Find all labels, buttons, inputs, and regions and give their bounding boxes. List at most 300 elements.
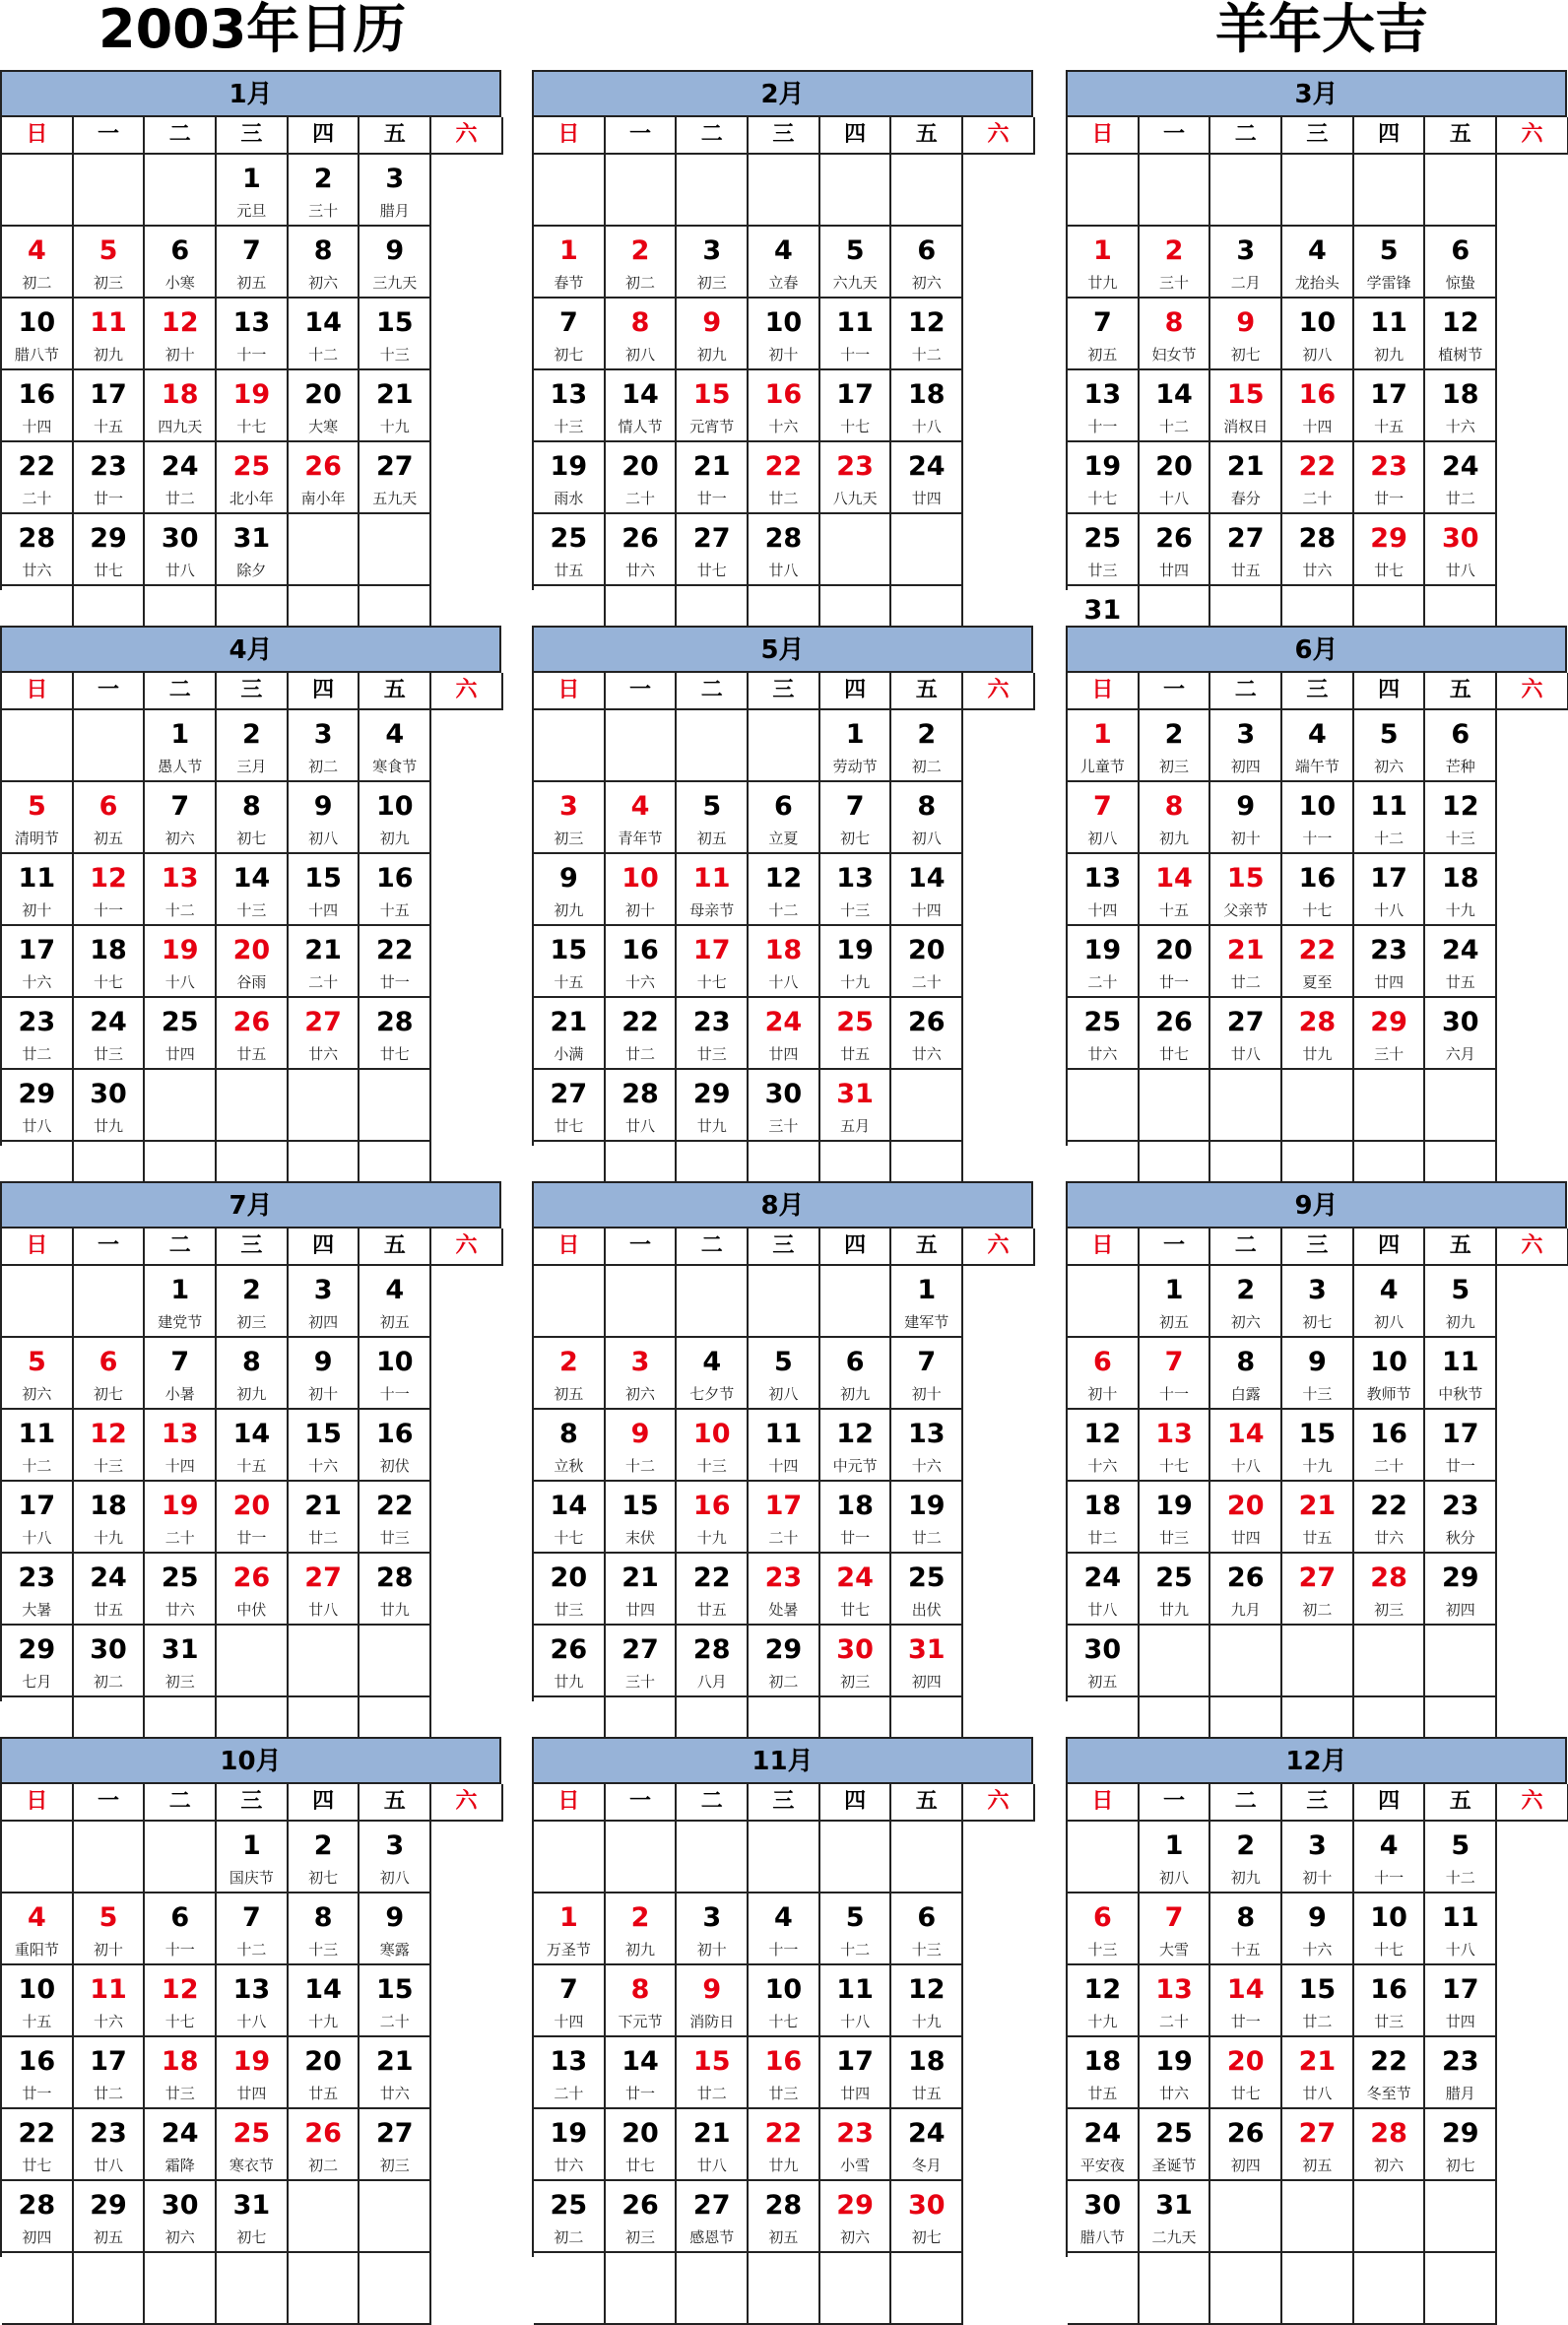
- lunar-label: 二十: [768, 1529, 799, 1547]
- day-cell: [289, 1554, 360, 1626]
- day-cell: [820, 1626, 892, 1697]
- day-number: 15: [550, 935, 588, 965]
- day-cell: [677, 782, 749, 854]
- empty-cell: [1425, 155, 1497, 227]
- day-number: 22: [692, 1562, 731, 1593]
- day-cell: [1210, 710, 1282, 782]
- day-number: 22: [621, 1007, 659, 1037]
- day-number: 29: [1441, 1562, 1479, 1593]
- empty-cell: [1282, 2253, 1354, 2325]
- day-number: 1: [1092, 235, 1112, 266]
- day-cell: [820, 1965, 892, 2037]
- weekday-label: 六: [431, 673, 503, 710]
- lunar-label: 十八: [164, 973, 195, 991]
- day-number: 17: [692, 935, 731, 965]
- day-number: 29: [90, 523, 127, 554]
- lunar-label: 初七: [554, 346, 584, 364]
- day-number: 25: [1155, 2118, 1193, 2149]
- lunar-label: 初五: [768, 2228, 799, 2246]
- day-number: 27: [375, 2118, 414, 2149]
- lunar-label: 廿七: [625, 2157, 656, 2174]
- lunar-label: 廿六: [1159, 2085, 1190, 2102]
- day-cell: [820, 1893, 892, 1965]
- day-cell: [145, 2037, 217, 2109]
- empty-cell: [1425, 2181, 1497, 2253]
- day-number: 27: [1226, 523, 1265, 554]
- day-cell: [145, 514, 217, 586]
- day-cell: [289, 998, 360, 1070]
- day-cell: [749, 1338, 820, 1410]
- day-cell: [145, 1482, 217, 1554]
- weekday-label: 六: [1497, 1229, 1568, 1266]
- day-cell: [891, 442, 963, 514]
- day-number: 8: [917, 791, 937, 822]
- weekday-row: [1068, 117, 1567, 155]
- day-number: 17: [90, 379, 127, 410]
- day-cell: [1068, 926, 1140, 998]
- day-cell: [820, 1482, 892, 1554]
- day-number: 22: [18, 2118, 56, 2149]
- day-cell: [289, 2109, 360, 2181]
- day-number: 1: [558, 235, 578, 266]
- lunar-label: 寒食节: [372, 758, 418, 775]
- weekday-label: 一: [1140, 1784, 1211, 1822]
- day-number: 3: [1308, 1275, 1327, 1305]
- day-cell: [1425, 1554, 1497, 1626]
- day-cell: [1282, 1822, 1354, 1893]
- day-cell: [1354, 1338, 1426, 1410]
- day-number: 8: [313, 1902, 333, 1933]
- weekday-label: 日: [2, 117, 74, 155]
- day-number: 19: [1083, 451, 1122, 482]
- lunar-label: 十一: [1159, 1385, 1190, 1403]
- lunar-label: 立春: [768, 274, 799, 292]
- day-number: 5: [1451, 1275, 1470, 1305]
- day-number: 31: [907, 1634, 946, 1665]
- day-number: 21: [304, 935, 342, 965]
- lunar-label: 十三: [94, 1457, 124, 1475]
- lunar-label: 十七: [94, 973, 124, 991]
- day-cell: [534, 1965, 606, 2037]
- day-number: 22: [764, 451, 803, 482]
- day-number: 3: [1236, 719, 1256, 750]
- day-number: 12: [907, 307, 946, 338]
- lunar-label: 廿九: [696, 1117, 727, 1135]
- day-cell: [289, 370, 360, 442]
- day-number: 2: [558, 1347, 578, 1377]
- empty-cell: [1140, 155, 1211, 227]
- day-number: 13: [161, 863, 199, 894]
- day-number: 2: [313, 1830, 333, 1861]
- lunar-label: 廿七: [840, 1601, 871, 1619]
- lunar-label: 元旦: [236, 202, 267, 220]
- day-number: 1: [1164, 1275, 1184, 1305]
- day-cell: [749, 2037, 820, 2109]
- day-number: 3: [702, 235, 722, 266]
- lunar-label: 初七: [308, 1869, 339, 1887]
- lunar-label: 廿五: [840, 1045, 871, 1063]
- day-number: 9: [313, 1347, 333, 1377]
- lunar-label: 初八: [625, 346, 656, 364]
- day-number: 21: [304, 1491, 342, 1521]
- weekday-label: 二: [677, 1229, 749, 1266]
- day-cell: [1354, 926, 1426, 998]
- lunar-label: 感恩节: [689, 2228, 735, 2246]
- empty-cell: [289, 1070, 360, 1142]
- day-number: 6: [917, 235, 937, 266]
- lunar-label: 三十: [1374, 1045, 1405, 1063]
- day-number: 13: [232, 1974, 271, 2005]
- day-number: 29: [18, 1634, 56, 1665]
- day-number: 27: [621, 1634, 659, 1665]
- day-number: 10: [18, 307, 56, 338]
- lunar-label: 四九天: [158, 418, 203, 435]
- day-cell: [606, 926, 678, 998]
- lunar-label: 六月: [1445, 1045, 1475, 1063]
- day-number: 17: [764, 1491, 803, 1521]
- day-number: 6: [845, 1347, 865, 1377]
- day-cell: [74, 299, 146, 370]
- weekday-label: 六: [963, 673, 1035, 710]
- lunar-label: 初八: [379, 1869, 410, 1887]
- day-number: 18: [907, 379, 946, 410]
- lunar-label: 二十: [911, 973, 942, 991]
- lunar-label: 廿三: [768, 2085, 799, 2102]
- empty-cell: [677, 2253, 749, 2325]
- empty-cell: [145, 2253, 217, 2325]
- day-number: 22: [1298, 451, 1337, 482]
- day-cell: [1140, 1822, 1211, 1893]
- day-number: 6: [1451, 235, 1470, 266]
- empty-cell: [820, 2253, 892, 2325]
- day-cell: [606, 2181, 678, 2253]
- lunar-label: 廿五: [1087, 2085, 1118, 2102]
- day-number: 16: [375, 863, 414, 894]
- day-number: 3: [702, 1902, 722, 1933]
- day-number: 21: [1226, 451, 1265, 482]
- lunar-label: 十二: [236, 1941, 267, 1959]
- day-cell: [289, 2037, 360, 2109]
- lunar-label: 十二: [1374, 830, 1405, 847]
- day-cell: [289, 1822, 360, 1893]
- day-cell: [359, 299, 431, 370]
- day-number: 24: [836, 1562, 874, 1593]
- day-number: 19: [161, 935, 199, 965]
- lunar-label: 初九: [1445, 1313, 1475, 1331]
- day-cell: [534, 1893, 606, 1965]
- day-number: 25: [232, 2118, 271, 2149]
- lunar-label: 廿六: [379, 2085, 410, 2102]
- day-number: 10: [621, 863, 659, 894]
- lunar-label: 十四: [911, 901, 942, 919]
- day-number: 16: [375, 1419, 414, 1449]
- weekday-label: 四: [1354, 117, 1426, 155]
- lunar-label: 十三: [379, 346, 410, 364]
- day-cell: [1425, 514, 1497, 586]
- day-number: 20: [621, 2118, 659, 2149]
- empty-cell: [606, 710, 678, 782]
- lunar-label: 立秋: [554, 1457, 584, 1475]
- day-cell: [2, 998, 74, 1070]
- day-number: 26: [1155, 523, 1193, 554]
- month-title: 1月: [2, 72, 501, 117]
- day-number: 20: [304, 379, 342, 410]
- day-number: 4: [774, 235, 793, 266]
- day-cell: [1210, 1266, 1282, 1338]
- lunar-label: 初十: [164, 346, 195, 364]
- day-number: 24: [90, 1562, 127, 1593]
- day-number: 27: [550, 1079, 588, 1109]
- day-cell: [217, 782, 289, 854]
- lunar-label: 十四: [554, 2013, 584, 2030]
- day-cell: [1354, 2109, 1426, 2181]
- day-cell: [145, 998, 217, 1070]
- day-number: 23: [18, 1562, 56, 1593]
- lunar-label: 十一: [379, 1385, 410, 1403]
- day-number: 6: [917, 1902, 937, 1933]
- day-number: 11: [18, 1419, 56, 1449]
- weekday-label: 四: [1354, 673, 1426, 710]
- month-block: [0, 1181, 501, 1701]
- lunar-label: 小寒: [164, 274, 195, 292]
- day-cell: [1068, 782, 1140, 854]
- lunar-label: 廿三: [1159, 1529, 1190, 1547]
- day-number: 3: [385, 164, 405, 194]
- month-title: 12月: [1068, 1739, 1567, 1784]
- lunar-label: 五月: [840, 1117, 871, 1135]
- lunar-label: 小暑: [164, 1385, 195, 1403]
- empty-cell: [1354, 2181, 1426, 2253]
- weekday-label: 二: [1210, 673, 1282, 710]
- day-number: 22: [1370, 2046, 1407, 2077]
- lunar-label: 初七: [94, 1385, 124, 1403]
- day-cell: [217, 1965, 289, 2037]
- lunar-label: 秋分: [1445, 1529, 1475, 1547]
- day-number: 19: [836, 935, 874, 965]
- lunar-label: 十三: [1302, 1385, 1333, 1403]
- weekday-label: 四: [289, 1784, 360, 1822]
- empty-cell: [820, 514, 892, 586]
- day-cell: [891, 1410, 963, 1482]
- lunar-label: 十九: [94, 1529, 124, 1547]
- empty-cell: [1140, 2253, 1211, 2325]
- lunar-label: 廿四: [1445, 2013, 1475, 2030]
- lunar-label: 廿七: [94, 562, 124, 579]
- day-number: 5: [845, 235, 865, 266]
- day-cell: [1282, 854, 1354, 926]
- weekday-row: [2, 1229, 501, 1266]
- day-cell: [2, 227, 74, 299]
- day-cell: [1140, 299, 1211, 370]
- day-number: 8: [1236, 1902, 1256, 1933]
- day-number: 27: [375, 451, 414, 482]
- weekday-label: 二: [145, 673, 217, 710]
- day-cell: [1282, 370, 1354, 442]
- weekday-row: [534, 673, 1033, 710]
- day-cell: [749, 514, 820, 586]
- day-number: 11: [1441, 1902, 1479, 1933]
- weekday-label: 日: [1068, 1229, 1140, 1266]
- day-number: 12: [907, 1974, 946, 2005]
- empty-cell: [820, 1822, 892, 1893]
- lunar-label: 十一: [1302, 830, 1333, 847]
- day-number: 13: [1083, 863, 1122, 894]
- day-cell: [1210, 299, 1282, 370]
- day-number: 10: [375, 1347, 414, 1377]
- weekday-label: 四: [820, 673, 892, 710]
- month-title: 10月: [2, 1739, 501, 1784]
- day-cell: [534, 514, 606, 586]
- lunar-label: 廿二: [164, 490, 195, 507]
- day-number: 2: [1164, 235, 1184, 266]
- day-cell: [891, 1266, 963, 1338]
- empty-cell: [289, 2253, 360, 2325]
- day-cell: [289, 299, 360, 370]
- day-number: 19: [1155, 1491, 1193, 1521]
- day-number: 4: [27, 1902, 46, 1933]
- day-cell: [359, 854, 431, 926]
- lunar-label: 初七: [1445, 2157, 1475, 2174]
- day-number: 23: [90, 451, 127, 482]
- day-number: 12: [836, 1419, 874, 1449]
- day-number: 24: [907, 451, 946, 482]
- weekday-label: 一: [1140, 673, 1211, 710]
- day-cell: [359, 926, 431, 998]
- lunar-label: 十四: [1302, 418, 1333, 435]
- lunar-label: 廿五: [696, 1601, 727, 1619]
- lunar-label: 廿八: [22, 1117, 52, 1135]
- day-cell: [534, 1626, 606, 1697]
- weekday-label: 三: [217, 1229, 289, 1266]
- lunar-label: 植树节: [1438, 346, 1483, 364]
- day-number: 9: [313, 791, 333, 822]
- day-cell: [749, 1965, 820, 2037]
- lunar-label: 十九: [1302, 1457, 1333, 1475]
- lunar-label: 初十: [911, 1385, 942, 1403]
- day-cell: [891, 1626, 963, 1697]
- day-number: 30: [907, 2190, 946, 2221]
- lunar-label: 初八: [768, 1385, 799, 1403]
- day-number: 4: [1308, 235, 1327, 266]
- day-number: 1: [917, 1275, 937, 1305]
- day-number: 20: [1226, 1491, 1265, 1521]
- day-number: 20: [907, 935, 946, 965]
- lunar-label: 初六: [1374, 2157, 1405, 2174]
- day-number: 7: [1092, 307, 1112, 338]
- empty-cell: [289, 514, 360, 586]
- day-number: 23: [1370, 451, 1407, 482]
- day-cell: [1282, 299, 1354, 370]
- lunar-label: 十一: [768, 1941, 799, 1959]
- empty-cell: [820, 155, 892, 227]
- lunar-label: 廿九: [768, 2157, 799, 2174]
- empty-cell: [289, 1626, 360, 1697]
- day-cell: [1210, 1822, 1282, 1893]
- day-number: 29: [764, 1634, 803, 1665]
- day-cell: [891, 2037, 963, 2109]
- weekday-label: 日: [1068, 1784, 1140, 1822]
- day-cell: [217, 299, 289, 370]
- lunar-label: 二月: [1230, 274, 1261, 292]
- day-number: 29: [1370, 523, 1407, 554]
- day-number: 7: [242, 1902, 261, 1933]
- weekday-label: 三: [749, 1229, 820, 1266]
- lunar-label: 北小年: [229, 490, 274, 507]
- empty-cell: [1425, 2253, 1497, 2325]
- lunar-label: 廿五: [1302, 1529, 1333, 1547]
- day-cell: [677, 854, 749, 926]
- day-cell: [2, 299, 74, 370]
- lunar-label: 十六: [768, 418, 799, 435]
- day-cell: [1068, 299, 1140, 370]
- month-title: 11月: [534, 1739, 1033, 1784]
- empty-cell: [145, 1070, 217, 1142]
- day-number: 18: [1441, 863, 1479, 894]
- lunar-label: 初七: [1302, 1313, 1333, 1331]
- day-cell: [359, 370, 431, 442]
- day-cell: [1282, 2109, 1354, 2181]
- lunar-label: 廿七: [22, 2157, 52, 2174]
- month-block: [1066, 1181, 1567, 1701]
- lunar-label: 中元节: [832, 1457, 878, 1475]
- weekday-label: 一: [74, 673, 146, 710]
- day-cell: [1140, 1965, 1211, 2037]
- day-number: 3: [313, 1275, 333, 1305]
- weekday-row: [2, 673, 501, 710]
- lunar-label: 十三: [1445, 830, 1475, 847]
- day-cell: [1425, 782, 1497, 854]
- day-number: 11: [18, 863, 56, 894]
- lunar-label: 冬至节: [1366, 2085, 1411, 2102]
- weekday-label: 三: [1282, 673, 1354, 710]
- day-cell: [74, 1626, 146, 1697]
- lunar-label: 十七: [164, 2013, 195, 2030]
- lunar-label: 廿二: [911, 1529, 942, 1547]
- day-cell: [1425, 1822, 1497, 1893]
- day-number: 30: [1083, 2190, 1122, 2221]
- day-number: 19: [232, 379, 271, 410]
- day-number: 2: [630, 1902, 650, 1933]
- day-cell: [820, 1554, 892, 1626]
- lunar-label: 十四: [22, 418, 52, 435]
- day-number: 14: [304, 307, 342, 338]
- lunar-label: 处暑: [768, 1601, 799, 1619]
- day-number: 1: [170, 719, 190, 750]
- lunar-label: 廿四: [236, 2085, 267, 2102]
- day-cell: [2, 1338, 74, 1410]
- day-cell: [891, 227, 963, 299]
- lunar-label: 春分: [1230, 490, 1261, 507]
- day-number: 23: [1441, 1491, 1479, 1521]
- day-cell: [820, 710, 892, 782]
- empty-cell: [359, 2181, 431, 2253]
- day-number: 7: [170, 1347, 190, 1377]
- day-cell: [2, 1070, 74, 1142]
- day-number: 22: [375, 1491, 414, 1521]
- empty-cell: [74, 710, 146, 782]
- weekday-label: 一: [606, 1229, 678, 1266]
- day-number: 9: [1308, 1902, 1327, 1933]
- day-grid: [2, 710, 501, 1214]
- empty-cell: [820, 1266, 892, 1338]
- lunar-label: 十五: [22, 2013, 52, 2030]
- lunar-label: 初四: [1230, 2157, 1261, 2174]
- day-number: 8: [1164, 791, 1184, 822]
- day-cell: [145, 1410, 217, 1482]
- lunar-label: 廿二: [1230, 973, 1261, 991]
- lunar-label: 十五: [94, 418, 124, 435]
- lunar-label: 廿九: [554, 1673, 584, 1691]
